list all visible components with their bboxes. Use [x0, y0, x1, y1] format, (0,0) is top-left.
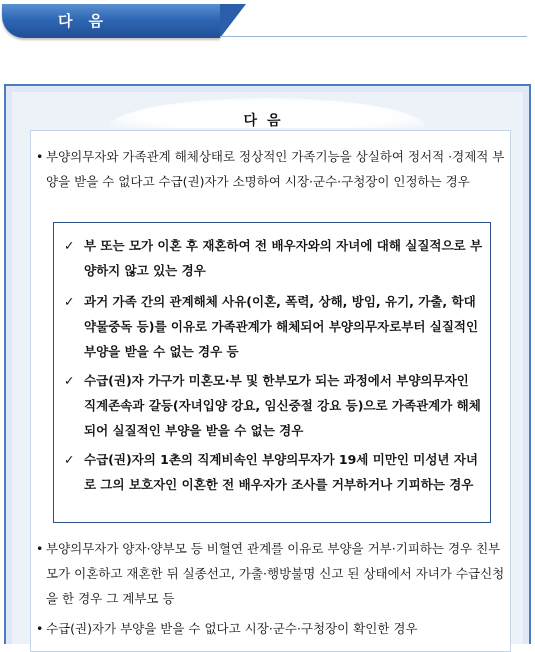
checklist-item-text: 과거 가족 간의 관계해체 사유(이혼, 폭력, 상해, 방임, 유기, 가출, 학대 약물중독 등)를 이유로 가족관계가 해체되어 부양의무자로부터 실질적인 부양을 받을 수 없는 경우 등	[84, 294, 479, 359]
checklist-box	[53, 222, 491, 523]
list-item-text: 수급(권)자가 부양을 받을 수 없다고 시장·군수·구청장이 확인한 경우	[46, 621, 418, 636]
header-tab-title: 다음	[58, 12, 119, 30]
panel-title-banner	[108, 98, 426, 128]
checklist-item	[64, 447, 484, 497]
header-tab	[0, 0, 535, 44]
checklist-item-text: 수급(권)자 가구가 미혼모·부 및 한부모가 되는 과정에서 부양의무자인 직계존속과 갈등(자녀입양 강요, 임신중절 강요 등)으로 가족관계가 해체되어 실질적인 부양을 받을 수 없는 경우	[84, 373, 481, 438]
checklist-item	[64, 368, 484, 443]
content-panel	[4, 84, 531, 644]
check-icon: ✓	[64, 294, 75, 309]
list-item	[36, 144, 506, 194]
header-divider	[220, 36, 527, 37]
list-item	[36, 536, 506, 611]
panel-title: 다음	[243, 113, 291, 129]
checklist-item	[64, 233, 484, 283]
list-item	[36, 616, 506, 641]
check-icon: ✓	[64, 238, 75, 253]
bullet: •	[36, 621, 44, 636]
checklist-item	[64, 289, 484, 364]
checklist-item-text: 부 또는 모가 이혼 후 재혼하여 전 배우자와의 자녀에 대해 실질적으로 부양하지 않고 있는 경우	[84, 238, 483, 278]
list-item-text: 부양의무자가 양자·양부모 등 비혈연 관계를 이유로 부양을 거부·기피하는 경우 친부모가 이혼하고 재혼한 뒤 실종선고, 가출·행방불명 신고 된 상태에서 자녀가 수급신청을 한 경우 그 계부모 등	[46, 541, 505, 606]
checklist-item-text: 수급(권)자의 1촌의 직계비속인 부양의무자가 19세 미만인 미성년 자녀로 그의 보호자인 이혼한 전 배우자가 조사를 거부하거나 기피하는 경우	[84, 452, 479, 492]
bullet: •	[36, 541, 44, 556]
check-icon: ✓	[64, 452, 75, 467]
bullet: •	[36, 149, 44, 164]
list-item-text: 부양의무자와 가족관계 해체상태로 정상적인 가족기능을 상실하여 정서적 ·경제적 부양을 받을 수 없다고 수급(권)자가 소명하여 시장·군수·구청장이 인정하는 경우	[46, 149, 505, 189]
check-icon: ✓	[64, 373, 75, 388]
